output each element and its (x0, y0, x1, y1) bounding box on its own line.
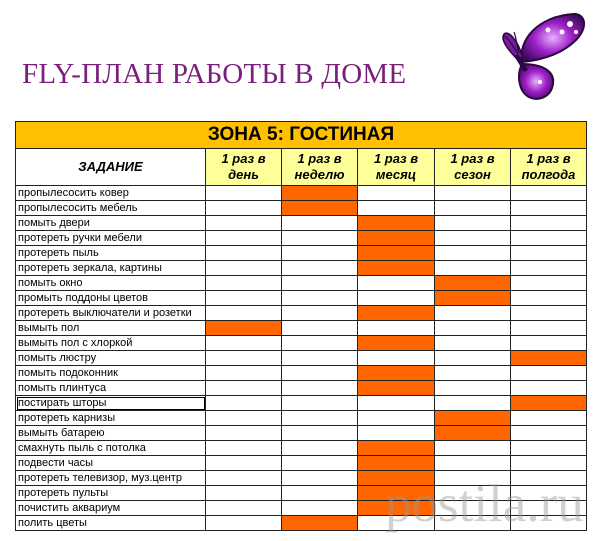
empty-cell[interactable] (206, 336, 282, 351)
empty-cell[interactable] (435, 216, 511, 231)
empty-cell[interactable] (511, 366, 587, 381)
empty-cell[interactable] (435, 306, 511, 321)
empty-cell[interactable] (282, 306, 358, 321)
empty-cell[interactable] (435, 201, 511, 216)
marked-cell[interactable] (358, 231, 435, 246)
empty-cell[interactable] (511, 216, 587, 231)
empty-cell[interactable] (282, 321, 358, 336)
marked-cell[interactable] (358, 456, 435, 471)
table-row (16, 291, 587, 306)
empty-cell[interactable] (206, 276, 282, 291)
task-cell[interactable]: помыть люстру (16, 351, 206, 366)
task-cell[interactable]: вымыть батарею (16, 426, 206, 441)
marked-cell[interactable] (435, 276, 511, 291)
table-row (16, 456, 587, 471)
task-cell[interactable]: вымыть пол (16, 321, 206, 336)
task-cell[interactable]: протереть телевизор, муз.центр (16, 471, 206, 486)
empty-cell[interactable] (435, 261, 511, 276)
marked-cell[interactable] (358, 366, 435, 381)
table-row (16, 441, 587, 456)
column-header-daily: 1 раз в день (206, 149, 282, 186)
column-header-task: ЗАДАНИЕ (16, 149, 206, 186)
task-cell[interactable]: протереть пыль (16, 246, 206, 261)
empty-cell[interactable] (435, 441, 511, 456)
table-row (16, 516, 587, 531)
empty-cell[interactable] (511, 201, 587, 216)
empty-cell[interactable] (282, 471, 358, 486)
empty-cell[interactable] (511, 501, 587, 516)
empty-cell[interactable] (435, 471, 511, 486)
task-cell[interactable]: помыть двери (16, 216, 206, 231)
task-cell[interactable]: пропылесосить мебель (16, 201, 206, 216)
marked-cell[interactable] (358, 246, 435, 261)
empty-cell[interactable] (358, 396, 435, 411)
empty-cell[interactable] (435, 246, 511, 261)
empty-cell[interactable] (358, 201, 435, 216)
empty-cell[interactable] (358, 426, 435, 441)
empty-cell[interactable] (511, 456, 587, 471)
marked-cell[interactable] (358, 261, 435, 276)
table-row (16, 366, 587, 381)
task-cell[interactable]: помыть плинтуса (16, 381, 206, 396)
marked-cell[interactable] (358, 306, 435, 321)
empty-cell[interactable] (282, 411, 358, 426)
task-cell[interactable]: протереть выключатели и розетки (16, 306, 206, 321)
cleaning-schedule-table (15, 121, 587, 531)
task-cell[interactable]: помыть подоконник (16, 366, 206, 381)
empty-cell[interactable] (435, 321, 511, 336)
empty-cell[interactable] (206, 441, 282, 456)
marked-cell[interactable] (358, 471, 435, 486)
empty-cell[interactable] (358, 516, 435, 531)
table-row (16, 501, 587, 516)
empty-cell[interactable] (206, 351, 282, 366)
task-cell[interactable]: протереть зеркала, картины (16, 261, 206, 276)
empty-cell[interactable] (206, 366, 282, 381)
table-row (16, 261, 587, 276)
table-row (16, 411, 587, 426)
task-cell[interactable]: промыть поддоны цветов (16, 291, 206, 306)
empty-cell[interactable] (282, 366, 358, 381)
empty-cell[interactable] (511, 321, 587, 336)
empty-cell[interactable] (435, 396, 511, 411)
empty-cell[interactable] (435, 456, 511, 471)
empty-cell[interactable] (282, 336, 358, 351)
empty-cell[interactable] (511, 306, 587, 321)
empty-cell[interactable] (511, 516, 587, 531)
empty-cell[interactable] (511, 426, 587, 441)
marked-cell[interactable] (282, 201, 358, 216)
marked-cell[interactable] (358, 501, 435, 516)
table-row (16, 306, 587, 321)
task-cell[interactable]: вымыть пол с хлоркой (16, 336, 206, 351)
empty-cell[interactable] (282, 351, 358, 366)
empty-cell[interactable] (511, 471, 587, 486)
empty-cell[interactable] (206, 501, 282, 516)
marked-cell[interactable] (282, 186, 358, 201)
empty-cell[interactable] (282, 501, 358, 516)
column-header-weekly: 1 раз в неделю (282, 149, 358, 186)
marked-cell[interactable] (435, 426, 511, 441)
table-row (16, 426, 587, 441)
empty-cell[interactable] (435, 486, 511, 501)
table-row (16, 216, 587, 231)
task-cell[interactable]: протереть карнизы (16, 411, 206, 426)
empty-cell[interactable] (206, 456, 282, 471)
table-row (16, 276, 587, 291)
empty-cell[interactable] (511, 441, 587, 456)
marked-cell[interactable] (358, 381, 435, 396)
empty-cell[interactable] (206, 471, 282, 486)
column-header-seasonal: 1 раз в сезон (435, 149, 511, 186)
task-cell[interactable]: постирать шторы (16, 396, 206, 411)
task-cell[interactable]: пропылесосить ковер (16, 186, 206, 201)
table-row (16, 486, 587, 501)
marked-cell[interactable] (358, 441, 435, 456)
empty-cell[interactable] (435, 351, 511, 366)
marked-cell[interactable] (511, 396, 587, 411)
empty-cell[interactable] (282, 441, 358, 456)
empty-cell[interactable] (282, 216, 358, 231)
empty-cell[interactable] (511, 186, 587, 201)
empty-cell[interactable] (206, 486, 282, 501)
empty-cell[interactable] (206, 216, 282, 231)
table-row (16, 231, 587, 246)
empty-cell[interactable] (435, 366, 511, 381)
marked-cell[interactable] (435, 411, 511, 426)
column-header-half-year: 1 раз в полгода (511, 149, 587, 186)
empty-cell[interactable] (282, 456, 358, 471)
empty-cell[interactable] (358, 186, 435, 201)
zone-title: ЗОНА 5: ГОСТИНАЯ (16, 122, 587, 149)
page-title: FLY-ПЛАН РАБОТЫ В ДОМЕ (22, 58, 407, 90)
empty-cell[interactable] (511, 276, 587, 291)
empty-cell[interactable] (511, 486, 587, 501)
empty-cell[interactable] (206, 306, 282, 321)
empty-cell[interactable] (511, 261, 587, 276)
marked-cell[interactable] (282, 516, 358, 531)
empty-cell[interactable] (206, 246, 282, 261)
task-cell[interactable]: подвести часы (16, 456, 206, 471)
marked-cell[interactable] (435, 291, 511, 306)
empty-cell[interactable] (282, 246, 358, 261)
empty-cell[interactable] (206, 426, 282, 441)
empty-cell[interactable] (435, 231, 511, 246)
empty-cell[interactable] (435, 186, 511, 201)
empty-cell[interactable] (358, 291, 435, 306)
empty-cell[interactable] (282, 261, 358, 276)
empty-cell[interactable] (206, 381, 282, 396)
butterfly-icon (478, 10, 592, 108)
empty-cell[interactable] (206, 186, 282, 201)
table-row (16, 396, 587, 411)
empty-cell[interactable] (358, 351, 435, 366)
empty-cell[interactable] (511, 336, 587, 351)
empty-cell[interactable] (282, 291, 358, 306)
empty-cell[interactable] (282, 381, 358, 396)
empty-cell[interactable] (435, 381, 511, 396)
table-row (16, 336, 587, 351)
table-row (16, 351, 587, 366)
empty-cell[interactable] (511, 231, 587, 246)
empty-cell[interactable] (206, 411, 282, 426)
marked-cell[interactable] (358, 216, 435, 231)
empty-cell[interactable] (282, 276, 358, 291)
marked-cell[interactable] (358, 336, 435, 351)
empty-cell[interactable] (511, 411, 587, 426)
table-row (16, 321, 587, 336)
empty-cell[interactable] (511, 246, 587, 261)
table-row (16, 246, 587, 261)
empty-cell[interactable] (206, 291, 282, 306)
task-cell[interactable]: смахнуть пыль с потолка (16, 441, 206, 456)
empty-cell[interactable] (282, 396, 358, 411)
marked-cell[interactable] (358, 486, 435, 501)
table-row (16, 471, 587, 486)
marked-cell[interactable] (206, 321, 282, 336)
empty-cell[interactable] (206, 231, 282, 246)
empty-cell[interactable] (206, 261, 282, 276)
empty-cell[interactable] (282, 426, 358, 441)
task-cell[interactable]: помыть окно (16, 276, 206, 291)
task-cell[interactable]: протереть пульты (16, 486, 206, 501)
empty-cell[interactable] (358, 276, 435, 291)
column-header-monthly: 1 раз в месяц (358, 149, 435, 186)
empty-cell[interactable] (511, 291, 587, 306)
table-row (16, 381, 587, 396)
table-row (16, 201, 587, 216)
empty-cell[interactable] (206, 201, 282, 216)
watermark: postila.ru (385, 475, 584, 533)
empty-cell[interactable] (435, 501, 511, 516)
task-cell[interactable]: почистить аквариум (16, 501, 206, 516)
task-cell[interactable]: протереть ручки мебели (16, 231, 206, 246)
empty-cell[interactable] (358, 321, 435, 336)
empty-cell[interactable] (282, 231, 358, 246)
marked-cell[interactable] (511, 351, 587, 366)
table-row (16, 186, 587, 201)
empty-cell[interactable] (435, 516, 511, 531)
task-cell[interactable]: полить цветы (16, 516, 206, 531)
empty-cell[interactable] (206, 396, 282, 411)
empty-cell[interactable] (511, 381, 587, 396)
empty-cell[interactable] (358, 411, 435, 426)
empty-cell[interactable] (282, 486, 358, 501)
empty-cell[interactable] (206, 516, 282, 531)
empty-cell[interactable] (435, 336, 511, 351)
